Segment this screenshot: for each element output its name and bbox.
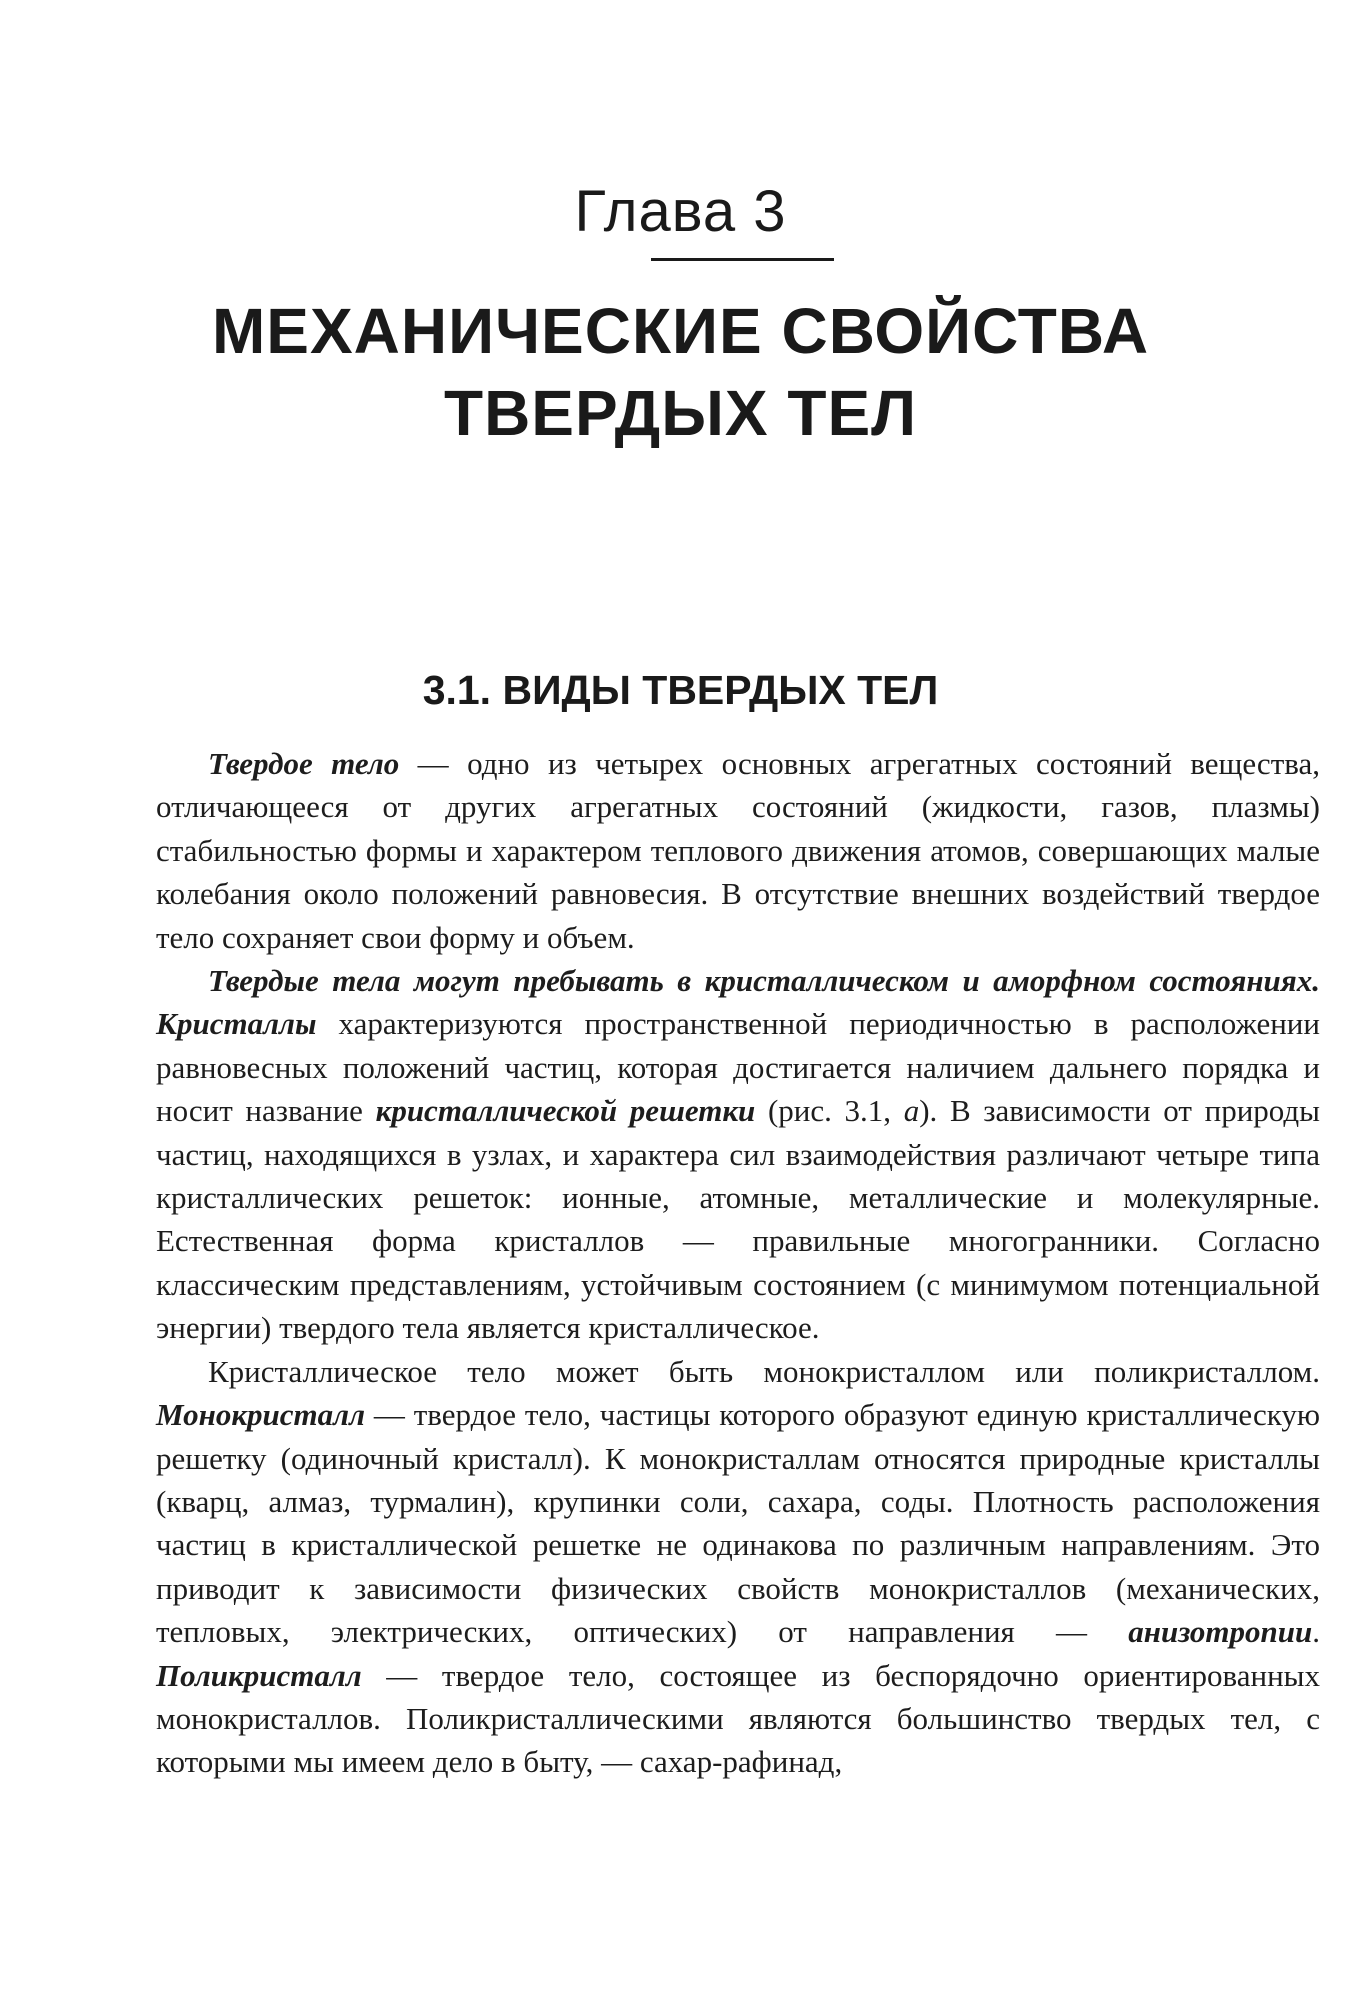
term-crystals: Кристаллы xyxy=(156,1006,317,1042)
term-polycrystal: Поликристалл xyxy=(156,1657,362,1693)
body-text xyxy=(156,742,1320,1784)
paragraph-monocrystal xyxy=(156,1350,1320,1784)
figure-letter: а xyxy=(903,1093,920,1129)
chapter-title xyxy=(0,290,1361,454)
term-crystal-lattice: кристаллической решетки xyxy=(375,1093,756,1129)
chapter-underline xyxy=(651,258,834,261)
paragraph-text: (рис. 3.1, xyxy=(755,1093,904,1129)
paragraph-text: — твердое тело, частицы которого образуют единую кристаллическую решетку (одиночный кристалл). К монокристаллам относятся природные кристаллы (кварц, алмаз, турмалин), крупинки соли, сахара, соды. Плотность расположения частиц в кристаллической решетке не одинакова по различным направлениям. Это приводит к зависимости физических свойств монокристаллов (механических, тепловых, электрических, оптических) от направления — xyxy=(156,1397,1320,1650)
chapter-label: Глава 3 xyxy=(574,179,787,244)
term-anisotropy: анизотропии xyxy=(1128,1614,1313,1650)
paragraph-text: . xyxy=(1312,1614,1320,1650)
paragraph-text: Кристаллическое тело может быть монокристаллом или поликристаллом. xyxy=(208,1353,1320,1389)
term-solid-body: Твердое тело xyxy=(208,746,400,781)
section-heading: 3.1. ВИДЫ ТВЕРДЫХ ТЕЛ xyxy=(422,667,939,713)
chapter-title-line-1: МЕХАНИЧЕСКИЕ СВОЙСТВА xyxy=(211,295,1150,367)
paragraph-text: ). В зависимости от природы частиц, находящихся в узлах, и характера сил взаимодействия различают четыре типа кристаллических решеток: ионные, атомные, металлические и молекулярные. Естественная форма кристаллов — правильные многогранники. Согласно классическим представлениям, устойчивым состоянием (с минимумом потенциальной энергии) твердого тела является кристаллическое. xyxy=(156,1093,1320,1346)
paragraph-text: — твердое тело, состоящее из беспорядочно ориентированных монокристаллов. Поликристаллическими являются большинство твердых тел, с которыми мы имеем дело в быту, — сахар-рафинад, xyxy=(156,1657,1320,1780)
term-monocrystal: Монокристалл xyxy=(156,1397,365,1433)
paragraph-text: характеризуются пространственной периодичностью в расположении равновесных положений частиц, которая достигается наличием дальнего порядка и носит название xyxy=(156,1006,1320,1129)
paragraph-text: — одно из четырех основных агрегатных состояний вещества, отличающееся от других агрегатных состояний (жидкости, газов, плазмы) стабильностью формы и характером теплового движения атомов, совершающих малые колебания около положений равновесия. В отсутствие внешних воздействий твердое тело сохраняет свои форму и объем. xyxy=(156,746,1320,955)
lead-sentence: Твердые тела могут пребывать в кристаллическом и аморфном состояниях. xyxy=(208,963,1320,999)
paragraph-crystals xyxy=(156,959,1320,1350)
chapter-title-line-2: ТВЕРДЫХ ТЕЛ xyxy=(443,377,918,449)
paragraph-solid-body xyxy=(156,742,1320,959)
